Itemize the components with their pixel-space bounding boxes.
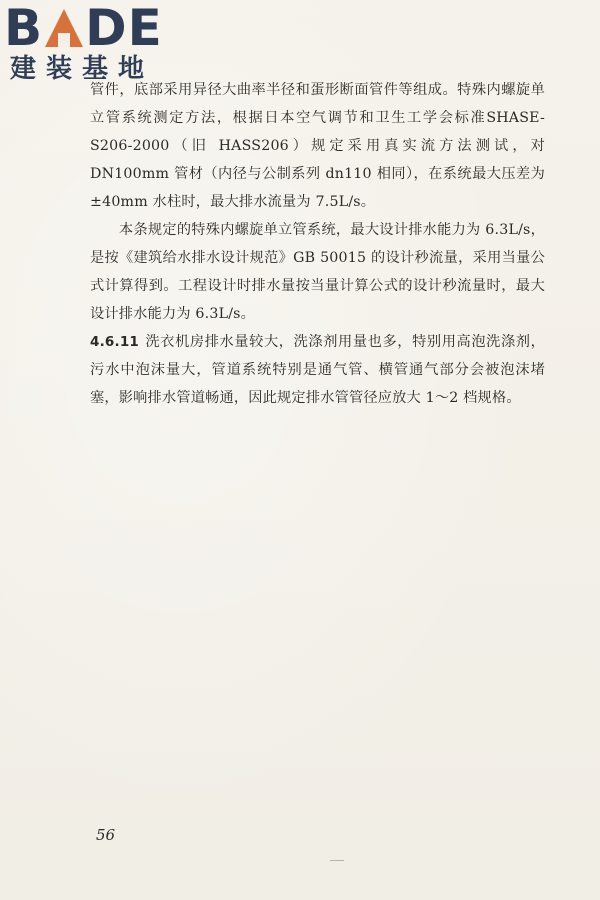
watermark-logo — [4, 2, 179, 84]
logo-letter-b: B — [4, 0, 44, 57]
paragraph-continued: 管件，底部采用异径大曲率半径和蛋形断面管件等组成。特殊内螺旋单立管系统测定方法，根据日本空气调节和卫生工学会标准SHASE-S206-2000（旧 HASS206）规定采用真实流方法测试，对 DN100mm 管材（内径与公制系列 dn110 相同），在系统最大压差为±40mm 水柱时，最大排水流量为 7.5L/s。 — [90, 82, 545, 210]
page-number: 56 — [96, 826, 116, 844]
logo-letters-de: DE — [85, 0, 163, 57]
body-text — [90, 76, 545, 412]
scan-speck — [330, 860, 344, 861]
logo-subtitle: 建装基地 — [10, 54, 155, 84]
clause-4-6-11 — [90, 328, 545, 412]
paragraph-design-capacity: 本条规定的特殊内螺旋单立管系统，最大设计排水能力为 6.3L/s，是按《建筑给水排水设计规范》GB 50015 的设计秒流量，采用当量公式计算得到。工程设计时排水量按当量计算公式的设计秒流量时，最大设计排水能力为 6.3L/s。 — [90, 222, 545, 322]
logo-wordmark — [4, 0, 179, 57]
logo-a-triangle-icon — [45, 9, 83, 47]
clause-number: 4.6.11 — [90, 334, 140, 350]
clause-text: 洗衣机房排水量较大，洗涤剂用量也多，特别用高泡洗涤剂，污水中泡沫量大，管道系统特别是通气管、横管通气部分会被泡沫堵塞，影响排水管道畅通，因此规定排水管管径应放大 1～2 档规格。 — [90, 334, 545, 406]
